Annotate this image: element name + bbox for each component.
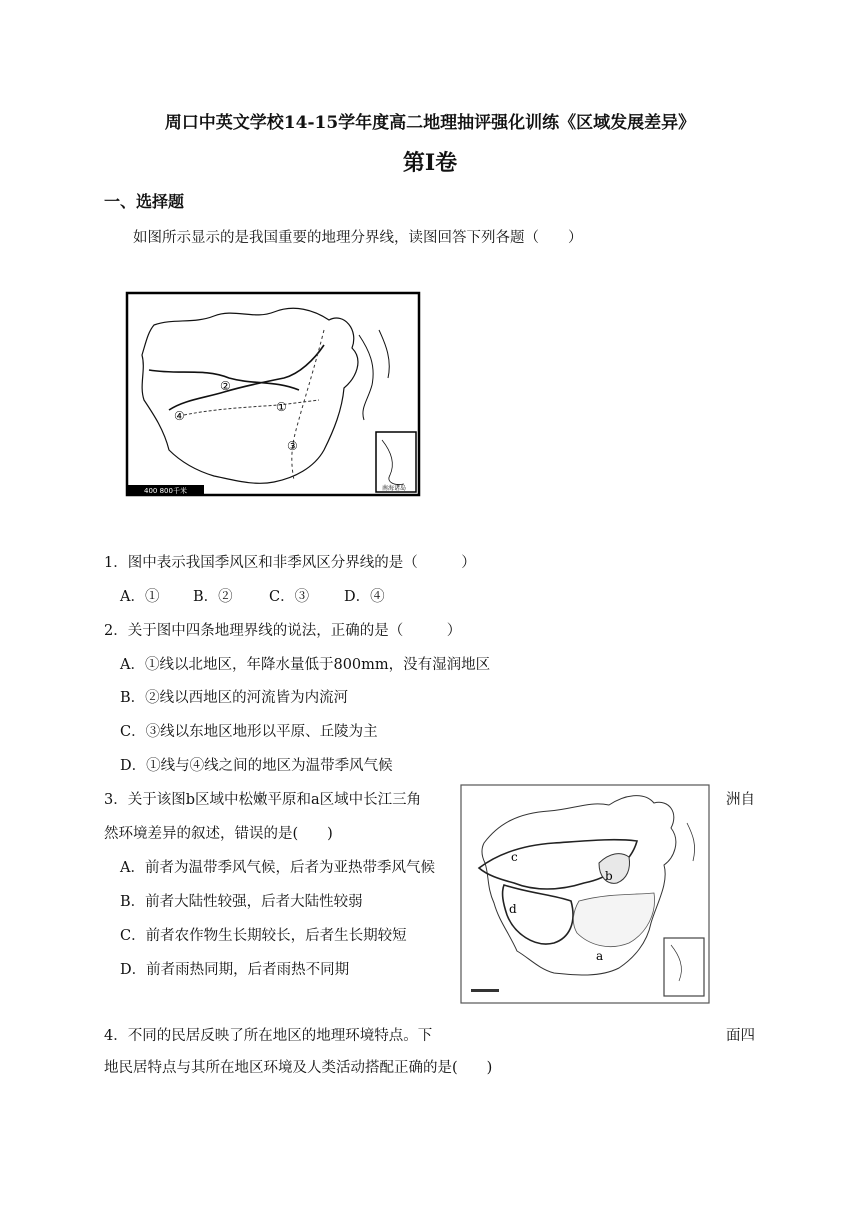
map1-label-3: ③ bbox=[287, 439, 298, 453]
q2-option-b: B．②线以西地区的河流皆为内流河 bbox=[120, 690, 349, 706]
question-3-line1: 3．关于该图b区域中松嫩平原和a区域中长江三角 bbox=[104, 792, 422, 808]
question-4-line2: 地民居特点与其所在地区环境及人类活动搭配正确的是( ) bbox=[104, 1060, 493, 1076]
q2-option-c: C．③线以东地区地形以平原、丘陵为主 bbox=[120, 724, 378, 740]
map2-label-d: d bbox=[509, 902, 517, 916]
question-3-line1-end: 洲自 bbox=[726, 792, 755, 808]
question-3-line2: 然环境差异的叙述，错误的是( ) bbox=[104, 826, 333, 842]
q2-option-d: D．①线与④线之间的地区为温带季风气候 bbox=[120, 758, 393, 774]
question-4-line1-end: 面四 bbox=[726, 1028, 755, 1044]
section-heading: 一、选择题 bbox=[104, 192, 185, 211]
q2-option-a: A．①线以北地区，年降水量低于800mm，没有湿润地区 bbox=[120, 657, 491, 673]
q3-option-d: D．前者雨热同期，后者雨热不同期 bbox=[120, 962, 350, 978]
map1-inset-label: 南海诸岛 bbox=[382, 485, 407, 492]
volume-heading: 第Ⅰ卷 bbox=[402, 150, 458, 176]
map2-label-b: b bbox=[605, 869, 613, 883]
map2-label-a: a bbox=[596, 949, 604, 963]
question-1: 1．图中表示我国季风区和非季风区分界线的是（ ） bbox=[104, 555, 476, 571]
map1-scale: 400 800千米 bbox=[144, 487, 187, 495]
map1-label-4: ④ bbox=[174, 409, 185, 423]
question-4-line1: 4．不同的民居反映了所在地区的地理环境特点。下 bbox=[104, 1028, 433, 1044]
q3-option-a: A．前者为温带季风气候，后者为亚热带季风气候 bbox=[120, 860, 435, 876]
q3-option-c: C．前者农作物生长期较长，后者生长期较短 bbox=[120, 928, 407, 944]
map2-label-c: c bbox=[511, 850, 518, 864]
intro-text: 如图所示显示的是我国重要的地理分界线，读图回答下列各题（ ） bbox=[133, 230, 583, 246]
question-2: 2．关于图中四条地理界线的说法，正确的是（ ） bbox=[104, 623, 462, 639]
q3-option-b: B．前者大陆性较强，后者大陆性较弱 bbox=[120, 894, 363, 910]
q1-option-a: A．① bbox=[120, 589, 160, 605]
q1-option-d: D．④ bbox=[344, 589, 385, 605]
document-title: 周口中英文学校14-15学年度高二地理抽评强化训练《区域发展差异》 bbox=[164, 113, 696, 133]
q1-option-c: C．③ bbox=[269, 589, 310, 605]
china-boundary-map bbox=[124, 290, 422, 498]
map1-label-2: ② bbox=[220, 379, 231, 393]
q1-option-b: B．② bbox=[193, 589, 233, 605]
map1-label-1: ① bbox=[276, 400, 287, 414]
china-regions-map bbox=[459, 783, 711, 1005]
